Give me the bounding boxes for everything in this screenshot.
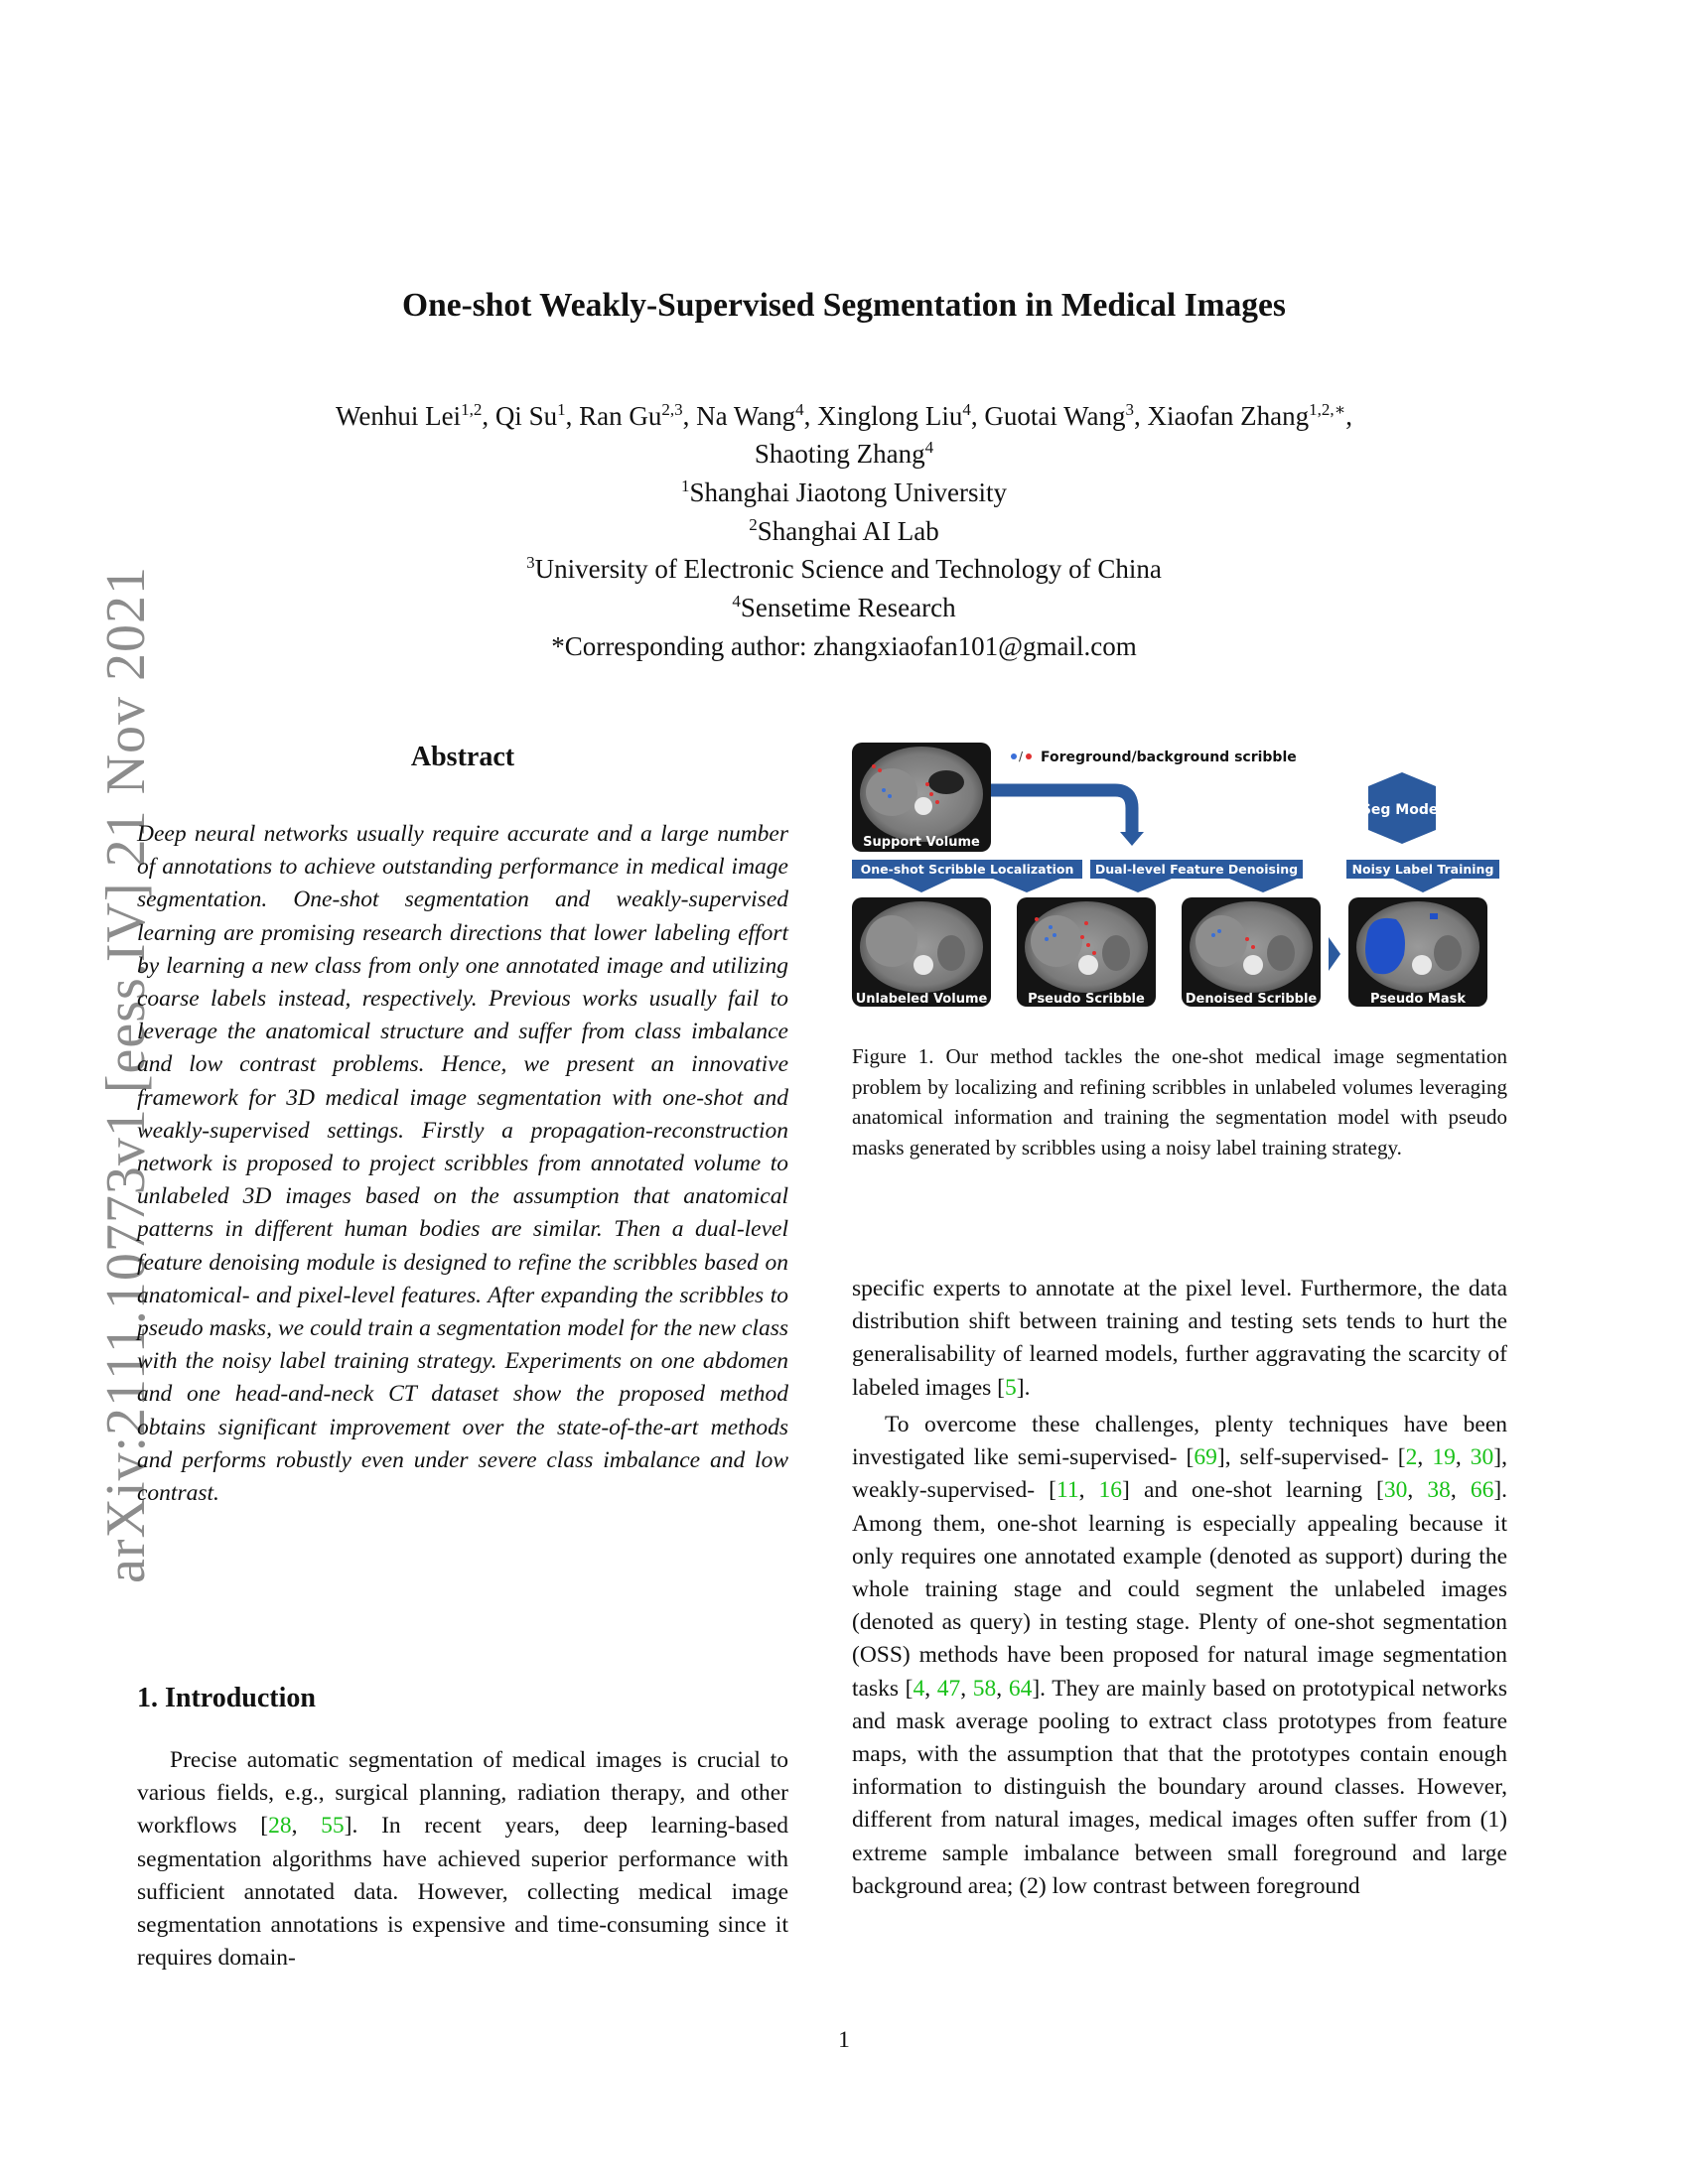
author: Wenhui Lei$^{1,2}$,	[336, 400, 495, 431]
panel-label: Pseudo Mask	[1370, 992, 1466, 1007]
introduction-paragraph: To overcome these challenges, plenty techniques have been investigated like semi-supervised- [69], self-supervised- [2, 19, 30], weakly-supervised- [11, 16] and one-shot learning [30, 38, 66]. Among them, one-shot learning is especially appealing because it only requires one annotated example (denoted as support) during the whole training stage and could segment the unlabeled images (denoted as query) in testing stage. Plenty of one-shot segmentation (OSS) methods have been proposed for natural image segmentation tasks [4, 47, 58, 64]. They are mainly based on prototypical networks and mask average pooling to extract class prototypes from feature maps, with the assumption that that the prototypes contain enough information to distinguish the boundary around classes. However, different from natural images, medical images often suffer from (1) extreme sample imbalance between small foreground and large background area; (2) low contrast between foreground	[852, 1412, 1508, 1899]
svg-text:/: /	[1019, 750, 1024, 763]
citation-link[interactable]: 30	[1383, 1477, 1408, 1504]
introduction-paragraph-continued: specific experts to annotate at the pixel level. Furthermore, the data distribution shift between training and testing sets tends to hurt the generalisability of learned models, further aggravating the scarcity of labeled images [5].	[852, 1276, 1507, 1401]
abstract-heading: Abstract	[410, 742, 515, 772]
stage-label: Noisy Label Training	[1351, 862, 1494, 877]
stage-banner-noisy-label-training	[1346, 860, 1499, 892]
support-volume-label: Support Volume	[863, 835, 980, 850]
author-list	[0, 399, 1688, 433]
affiliation: $^2$Shanghai AI Lab	[749, 515, 939, 546]
citation-link[interactable]: 66	[1470, 1477, 1494, 1504]
figure-1-pipeline-diagram	[852, 743, 1511, 1021]
author-list-continued: Shaoting Zhang$^4$	[754, 438, 934, 469]
scribble-legend	[1011, 750, 1297, 765]
flow-arrow-head	[1120, 832, 1144, 846]
panel-label: Unlabeled Volume	[855, 992, 988, 1007]
seg-model-block	[1361, 772, 1443, 844]
page-number: 1	[838, 2027, 850, 2053]
abstract-body: Deep neural networks usually require accurate and a large number of annotations to achieve outstanding performance in medical image segmentation. One-shot segmentation and weakly-supervised learning are promising research directions that lower labeling effort by learning a new class from only one annotated image and utilizing coarse labels instead, respectively. Previous works usually fail to leverage the anatomical structure and suffer from class imbalance and low contrast problems. Hence, we present an innovative framework for 3D medical image segmentation with one-shot and weakly-supervised settings. Firstly a propagation-reconstruction network is proposed to project scribbles from annotated volume to unlabeled 3D images based on the assumption that anatomical patterns in different human bodies are similar. Then a dual-level feature denoising module is designed to refine the scribbles based on anatomical- and pixel-level features. After expanding the scribbles to pseudo masks, we could train a segmentation model for the new class with the noisy label training strategy. Experiments on one abdomen and one head-and-neck CT dataset show the proposed method obtains significant improvement over the state-of-the-art methods and performs robustly even under severe class imbalance and low contrast.	[137, 821, 788, 1507]
stage-label: One-shot Scribble Localization	[860, 862, 1074, 877]
citation-link[interactable]: 55	[321, 1813, 345, 1840]
citation-link[interactable]: 58	[972, 1675, 997, 1702]
citation-link[interactable]: 69	[1194, 1444, 1217, 1471]
seg-model-label: Seg Model	[1360, 802, 1444, 818]
panel-pseudo-scribble	[1017, 897, 1156, 1007]
affiliation: $^1$Shanghai Jiaotong University	[681, 477, 1007, 507]
citation-link[interactable]: 64	[1008, 1675, 1033, 1702]
panel-label: Denoised Scribble	[1185, 992, 1318, 1007]
citation-link[interactable]: 38	[1427, 1477, 1451, 1504]
citation-link[interactable]: 47	[936, 1675, 961, 1702]
author: Qi Su$^1$,	[494, 400, 580, 431]
affiliation: $^4$Sensetime Research	[732, 592, 956, 622]
flow-arrow	[991, 790, 1132, 832]
citation-link[interactable]: 30	[1470, 1444, 1494, 1471]
panel-unlabeled-volume	[852, 897, 991, 1007]
panel-label: Pseudo Scribble	[1028, 992, 1145, 1007]
introduction-paragraph: Precise automatic segmentation of medical images is crucial to various fields, e.g., surgical planning, radiation therapy, and other workflows [28, 55]. In recent years, deep learning-based segmentation algorithms have achieved superior performance with sufficient annotated data. However, collecting medical image segmentation annotations is expensive and time-consuming since it requires domain-	[137, 1747, 789, 1972]
affiliation: $^3$University of Electronic Science and Technology of China	[526, 553, 1162, 584]
stage-banner-scribble-localization	[852, 860, 1082, 892]
author: Na Wang$^4$,	[696, 400, 818, 431]
flow-arrow-head	[1329, 937, 1340, 971]
author: Xiaofan Zhang$^{1,2,∗}$,	[1147, 400, 1352, 431]
citation-link[interactable]: 19	[1432, 1444, 1456, 1471]
arxiv-identifier-stamp: arXiv:2111.10773v1 [eess.IV] 21 Nov 2021	[95, 565, 157, 1583]
citation-link[interactable]: 2	[1405, 1444, 1418, 1471]
stage-label: Dual-level Feature Denoising	[1094, 862, 1299, 877]
citation-link[interactable]: 28	[268, 1813, 292, 1840]
author: Ran Gu$^{2,3}$,	[579, 400, 697, 431]
citation-link[interactable]: 4	[913, 1675, 925, 1702]
section-heading-introduction: 1. Introduction	[137, 1683, 316, 1713]
paper-title: One-shot Weakly-Supervised Segmentation in Medical Images	[402, 287, 1286, 324]
author: Guotai Wang$^3$,	[984, 400, 1148, 431]
citation-link[interactable]: 11	[1055, 1477, 1079, 1504]
citation-link[interactable]: 16	[1098, 1477, 1123, 1504]
citation-link[interactable]: 5	[1005, 1374, 1017, 1401]
legend-label: Foreground/background scribble	[1041, 750, 1297, 765]
author: Xinglong Liu$^4$,	[817, 400, 985, 431]
panel-denoised-scribble	[1182, 897, 1321, 1007]
figure-1-caption: Figure 1. Our method tackles the one-shot medical image segmentation problem by localizing and refining scribbles in unlabeled volumes leveraging anatomical information and training the segmentation model with pseudo masks generated by scribbles using a noisy label training strategy.	[852, 1044, 1507, 1160]
panel-pseudo-mask	[1348, 897, 1487, 1007]
corresponding-author: *Corresponding author: zhangxiaofan101@gmail.com	[551, 631, 1137, 661]
support-volume-image	[852, 743, 991, 852]
